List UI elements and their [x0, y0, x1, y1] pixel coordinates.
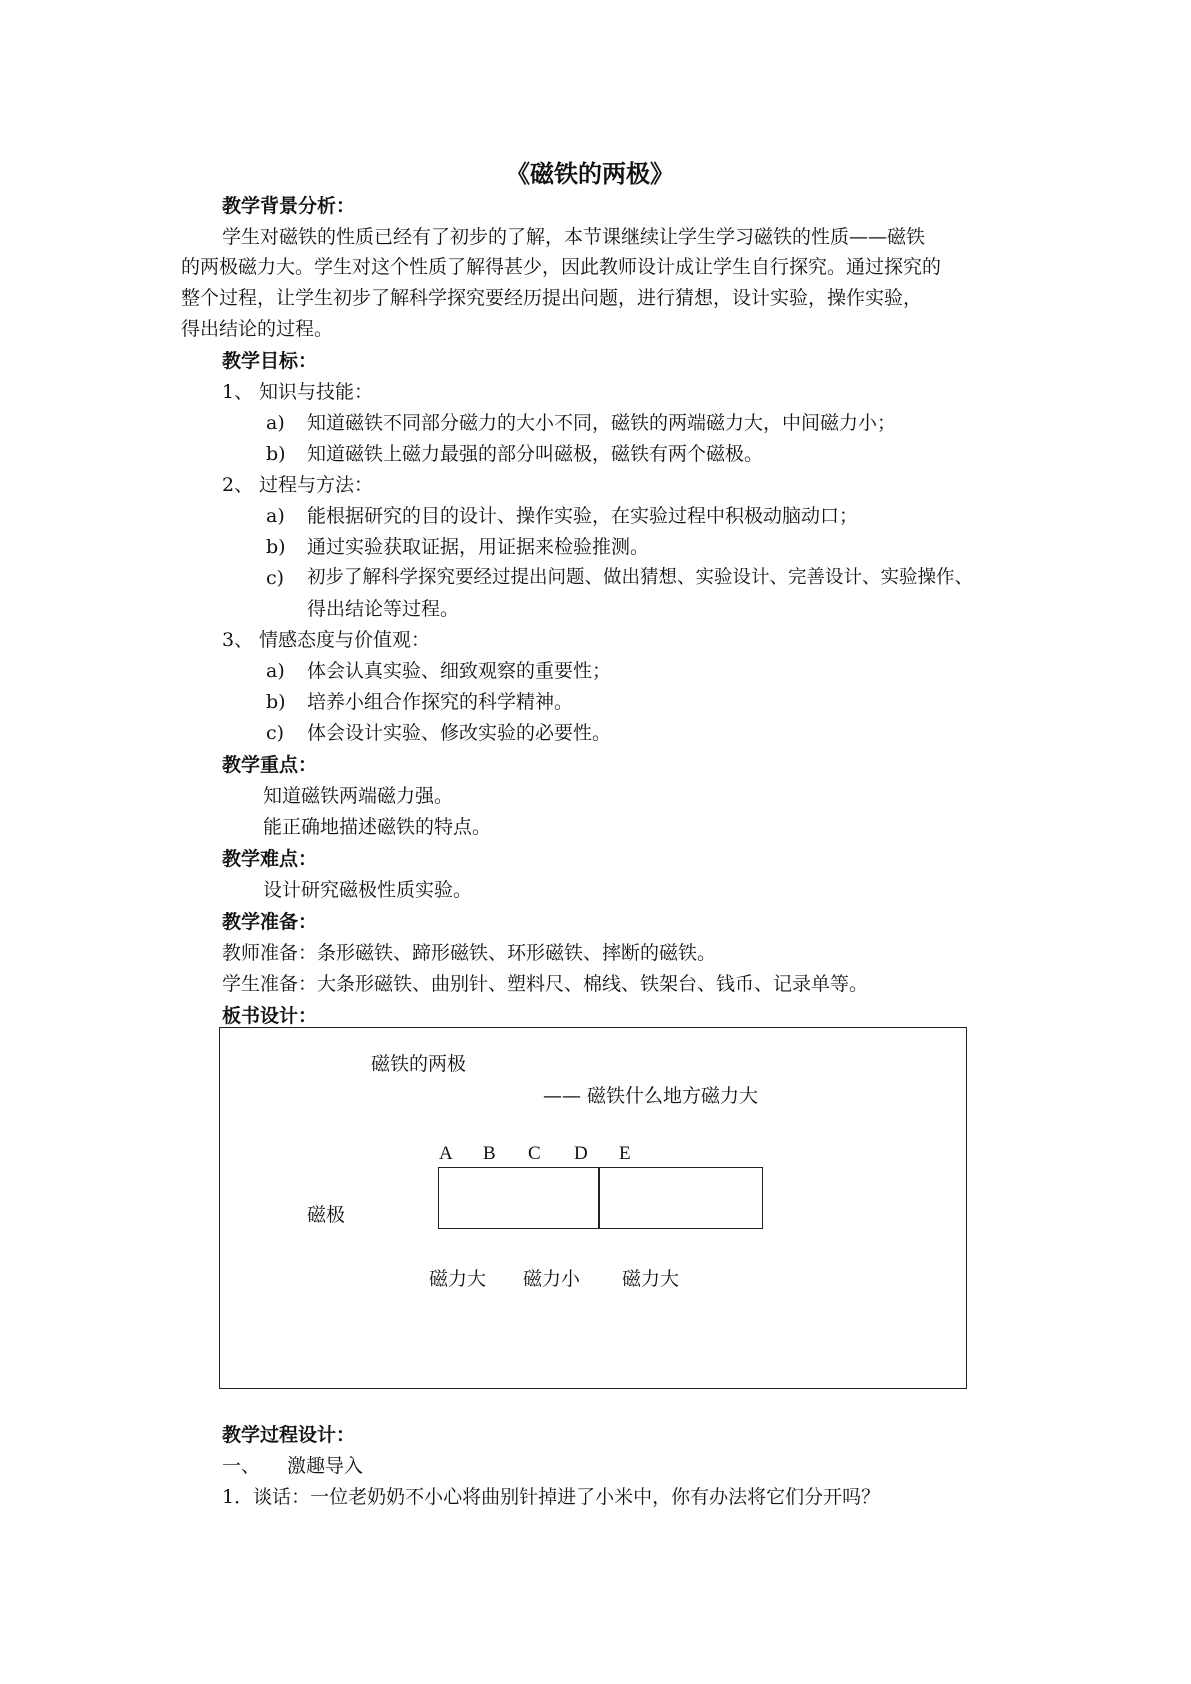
goal-2c-mark: c): [266, 567, 285, 589]
goal-2a-mark: a): [266, 505, 285, 527]
background-line-2: 的两极磁力大。学生对这个性质了解得甚少，因此教师设计成让学生自行探究。通过探究的: [181, 256, 942, 278]
goal-3-num: 3、: [222, 629, 254, 651]
process-heading: 教学过程设计：: [222, 1424, 356, 1446]
goal-3b-mark: b): [266, 691, 286, 713]
goal-1-label: 知识与技能：: [259, 381, 374, 403]
goal-2c-text-cont: 得出结论等过程。: [307, 598, 460, 620]
goal-1a-mark: a): [266, 412, 285, 434]
goal-2b-text: 通过实验获取证据，用证据来检验推测。: [307, 536, 650, 558]
goal-1b-mark: b): [266, 443, 286, 465]
key-point-2: 能正确地描述磁铁的特点。: [263, 816, 492, 838]
goal-3a-text: 体会认真实验、细致观察的重要性；: [307, 660, 612, 682]
preparation-heading: 教学准备：: [222, 911, 318, 933]
goal-2b-mark: b): [266, 536, 286, 558]
background-line-4: 得出结论的过程。: [181, 318, 334, 340]
goal-2a-text: 能根据研究的目的设计、操作实验，在实验过程中积极动脑动口；: [307, 505, 859, 527]
board-heading: 板书设计：: [222, 1005, 318, 1027]
background-heading: 教学背景分析：: [222, 195, 356, 217]
goal-3-label: 情感态度与价值观：: [259, 629, 431, 651]
goal-3a-mark: a): [266, 660, 285, 682]
background-line-1: 学生对磁铁的性质已经有了初步的了解，本节课继续让学生学习磁铁的性质——磁铁: [222, 226, 926, 248]
board-label-strong-right: 磁力大: [622, 1268, 680, 1290]
bar-magnet-diagram: [438, 1167, 763, 1229]
process-section-title: 激趣导入: [287, 1455, 364, 1477]
board-letter-c: C: [528, 1143, 541, 1164]
difficulty-line: 设计研究磁极性质实验。: [263, 879, 473, 901]
board-title: 磁铁的两极: [371, 1053, 467, 1075]
key-point-1: 知道磁铁两端磁力强。: [263, 785, 454, 807]
goal-2-label: 过程与方法：: [259, 474, 374, 496]
goal-3c-text: 体会设计实验、修改实验的必要性。: [307, 722, 612, 744]
teacher-preparation: 教师准备：条形磁铁、蹄形磁铁、环形磁铁、摔断的磁铁。: [222, 942, 717, 964]
goal-1a-text: 知道磁铁不同部分磁力的大小不同，磁铁的两端磁力大，中间磁力小；: [307, 412, 897, 434]
board-letter-a: A: [439, 1143, 453, 1164]
board-letter-d: D: [574, 1143, 588, 1164]
board-label-strong-left: 磁力大: [429, 1268, 487, 1290]
board-letter-e: E: [619, 1143, 631, 1164]
goal-1b-text: 知道磁铁上磁力最强的部分叫磁极，磁铁有两个磁极。: [307, 443, 764, 465]
page-title: 《磁铁的两极》: [506, 159, 674, 188]
difficulty-heading: 教学难点：: [222, 848, 318, 870]
board-letter-b: B: [483, 1143, 496, 1164]
background-line-3: 整个过程，让学生初步了解科学探究要经历提出问题，进行猜想，设计实验，操作实验，: [181, 287, 923, 309]
process-item-1: 1．谈话：一位老奶奶不小心将曲别针掉进了小米中，你有办法将它们分开吗？: [222, 1486, 881, 1508]
process-section-num: 一、: [222, 1455, 261, 1477]
board-label-weak-middle: 磁力小: [523, 1268, 581, 1290]
board-subtitle: —— 磁铁什么地方磁力大: [543, 1085, 759, 1107]
goals-heading: 教学目标：: [222, 350, 318, 372]
board-pole-label: 磁极: [307, 1204, 346, 1226]
goal-2-num: 2、: [222, 474, 254, 496]
goal-1-num: 1、: [222, 381, 254, 403]
student-preparation: 学生准备：大条形磁铁、曲别针、塑料尺、棉线、铁架台、钱币、记录单等。: [222, 973, 869, 995]
goal-2c-text: 初步了解科学探究要经过提出问题、做出猜想、实验设计、完善设计、实验操作、: [307, 567, 974, 588]
goal-3c-mark: c): [266, 722, 285, 744]
key-points-heading: 教学重点：: [222, 754, 318, 776]
bar-magnet-midline: [598, 1167, 600, 1229]
goal-3b-text: 培养小组合作探究的科学精神。: [307, 691, 574, 713]
